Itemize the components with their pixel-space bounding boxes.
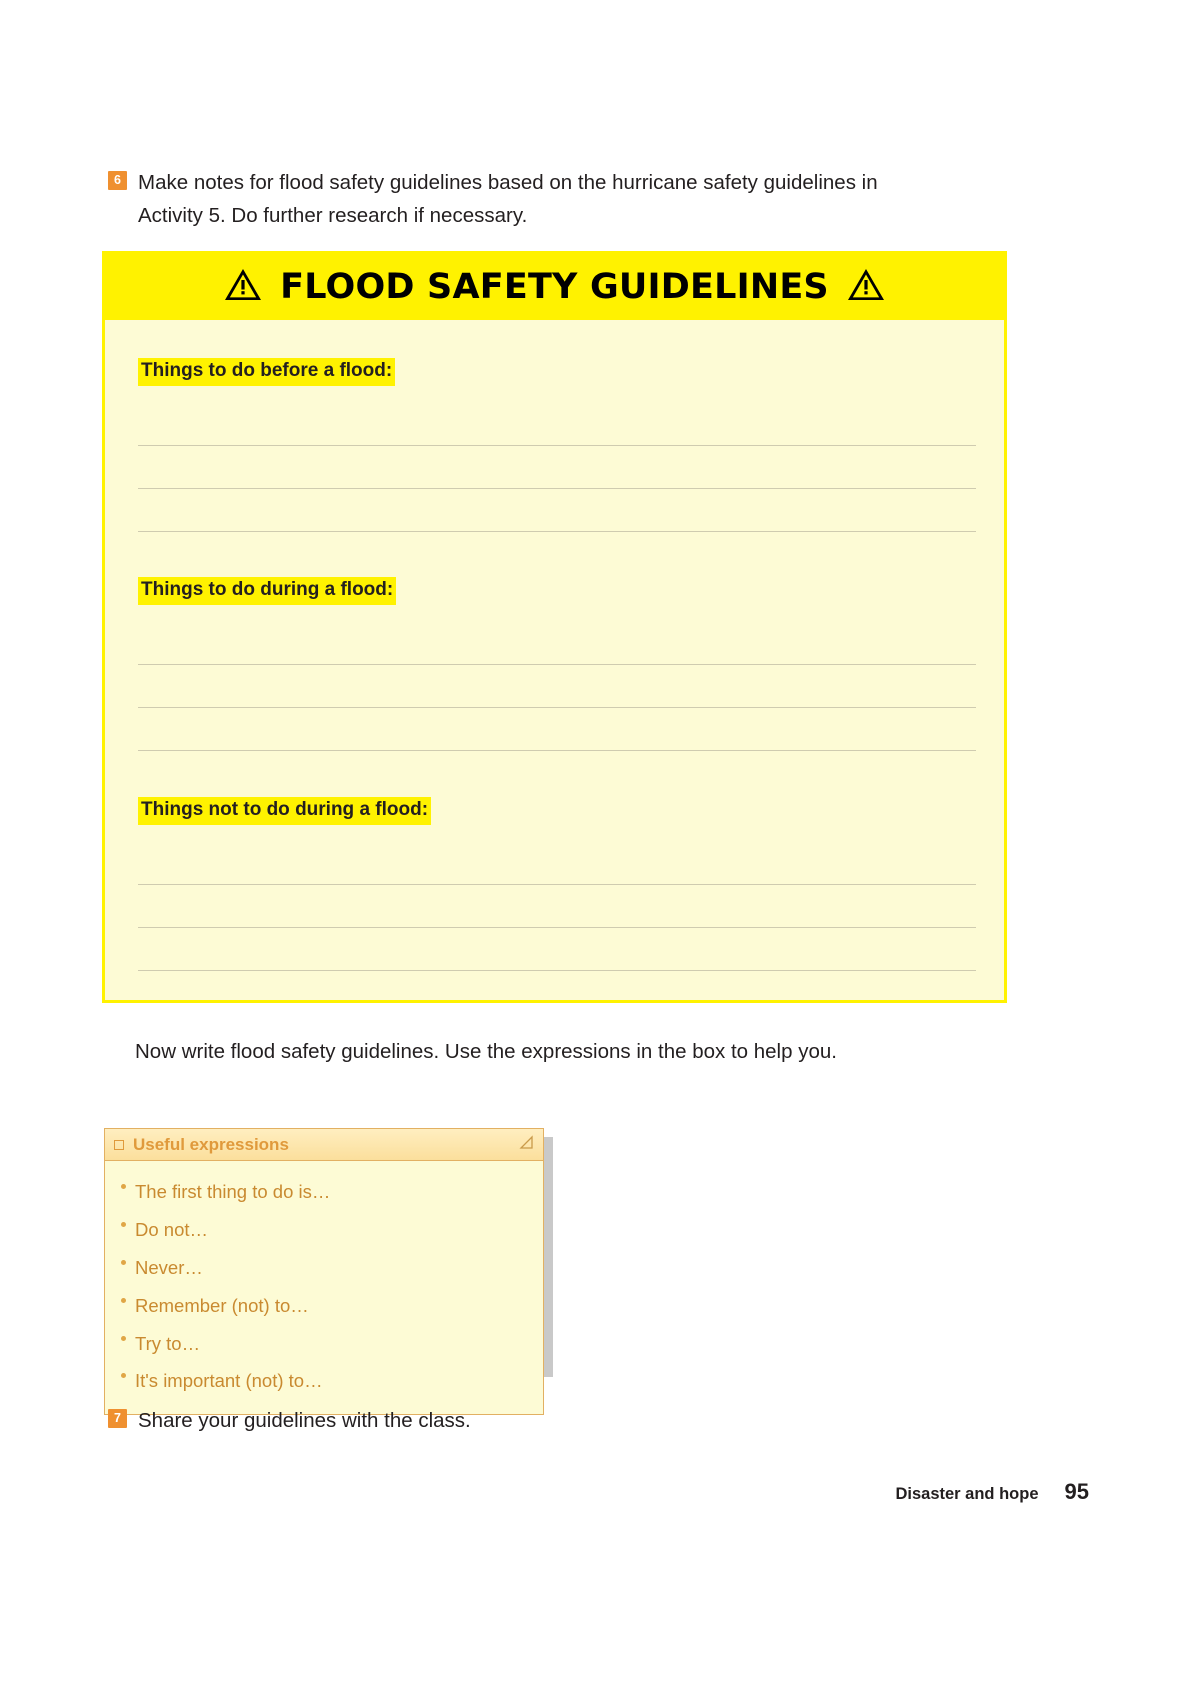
- checkbox-square-icon[interactable]: [114, 1140, 124, 1150]
- activity-number-badge: 7: [108, 1409, 127, 1428]
- bullet-icon: [121, 1373, 126, 1378]
- list-item: [105, 1211, 543, 1249]
- answer-line[interactable]: [138, 446, 976, 489]
- flood-box-header: [105, 254, 1004, 320]
- answer-lines[interactable]: [138, 622, 976, 751]
- answer-line[interactable]: [138, 622, 976, 665]
- page-footer: [895, 1479, 1089, 1505]
- unit-title: Disaster and hope: [895, 1485, 1039, 1503]
- activity-instruction-text: Share your guidelines with the class.: [138, 1409, 471, 1432]
- list-item: [105, 1173, 543, 1211]
- warning-triangle-icon: [224, 268, 262, 307]
- answer-line[interactable]: [138, 928, 976, 971]
- section-things-not-to-do-during-flood: [138, 797, 976, 971]
- list-item-text: The first thing to do is…: [135, 1181, 331, 1202]
- answer-lines[interactable]: [138, 842, 976, 971]
- list-item-text: Do not…: [135, 1218, 209, 1240]
- flood-box-title: FLOOD SAFETY GUIDELINES: [280, 267, 829, 307]
- list-item-text: Try to…: [135, 1332, 201, 1354]
- useful-expressions-wrapper: [104, 1128, 552, 1415]
- resize-corner-icon[interactable]: [519, 1135, 534, 1155]
- activity-instruction-text: Make notes for flood safety guidelines based on the hurricane safety guidelines in Activity 5. Do further research if necessary.: [138, 171, 878, 227]
- list-item: [105, 1249, 543, 1287]
- flood-safety-guidelines-box: [102, 251, 1007, 1003]
- bullet-icon: [121, 1184, 126, 1189]
- activity-number-badge: 6: [108, 171, 127, 190]
- answer-line[interactable]: [138, 708, 976, 751]
- list-item-text: Never…: [135, 1256, 203, 1278]
- answer-line[interactable]: [138, 665, 976, 708]
- answer-line[interactable]: [138, 489, 976, 532]
- useful-expressions-box: [104, 1128, 544, 1415]
- list-item: [105, 1325, 543, 1363]
- bullet-icon: [121, 1336, 126, 1341]
- now-write-instruction: Now write flood safety guidelines. Use the expressions in the box to help you.: [135, 1040, 837, 1063]
- section-label: Things not to do during a flood:: [138, 797, 431, 825]
- bullet-icon: [121, 1260, 126, 1265]
- bullet-icon: [121, 1222, 126, 1227]
- activity-7: [108, 1404, 471, 1437]
- page-number: 95: [1064, 1479, 1089, 1504]
- section-label: Things to do before a flood:: [138, 358, 395, 386]
- answer-line[interactable]: [138, 885, 976, 928]
- list-item: [105, 1362, 543, 1400]
- useful-expressions-title: Useful expressions: [133, 1134, 289, 1154]
- list-item-text: It's important (not) to…: [135, 1370, 323, 1392]
- section-things-before-flood: [138, 358, 976, 532]
- section-label: Things to do during a flood:: [138, 577, 396, 605]
- useful-expressions-list: [105, 1161, 543, 1414]
- answer-line[interactable]: [138, 403, 976, 446]
- activity-6: [108, 166, 898, 232]
- bullet-icon: [121, 1298, 126, 1303]
- answer-line[interactable]: [138, 842, 976, 885]
- answer-lines[interactable]: [138, 403, 976, 532]
- warning-triangle-icon: [847, 268, 885, 307]
- list-item: [105, 1287, 543, 1325]
- section-things-during-flood: [138, 577, 976, 751]
- useful-expressions-header: [105, 1129, 543, 1161]
- list-item-text: Remember (not) to…: [135, 1294, 309, 1316]
